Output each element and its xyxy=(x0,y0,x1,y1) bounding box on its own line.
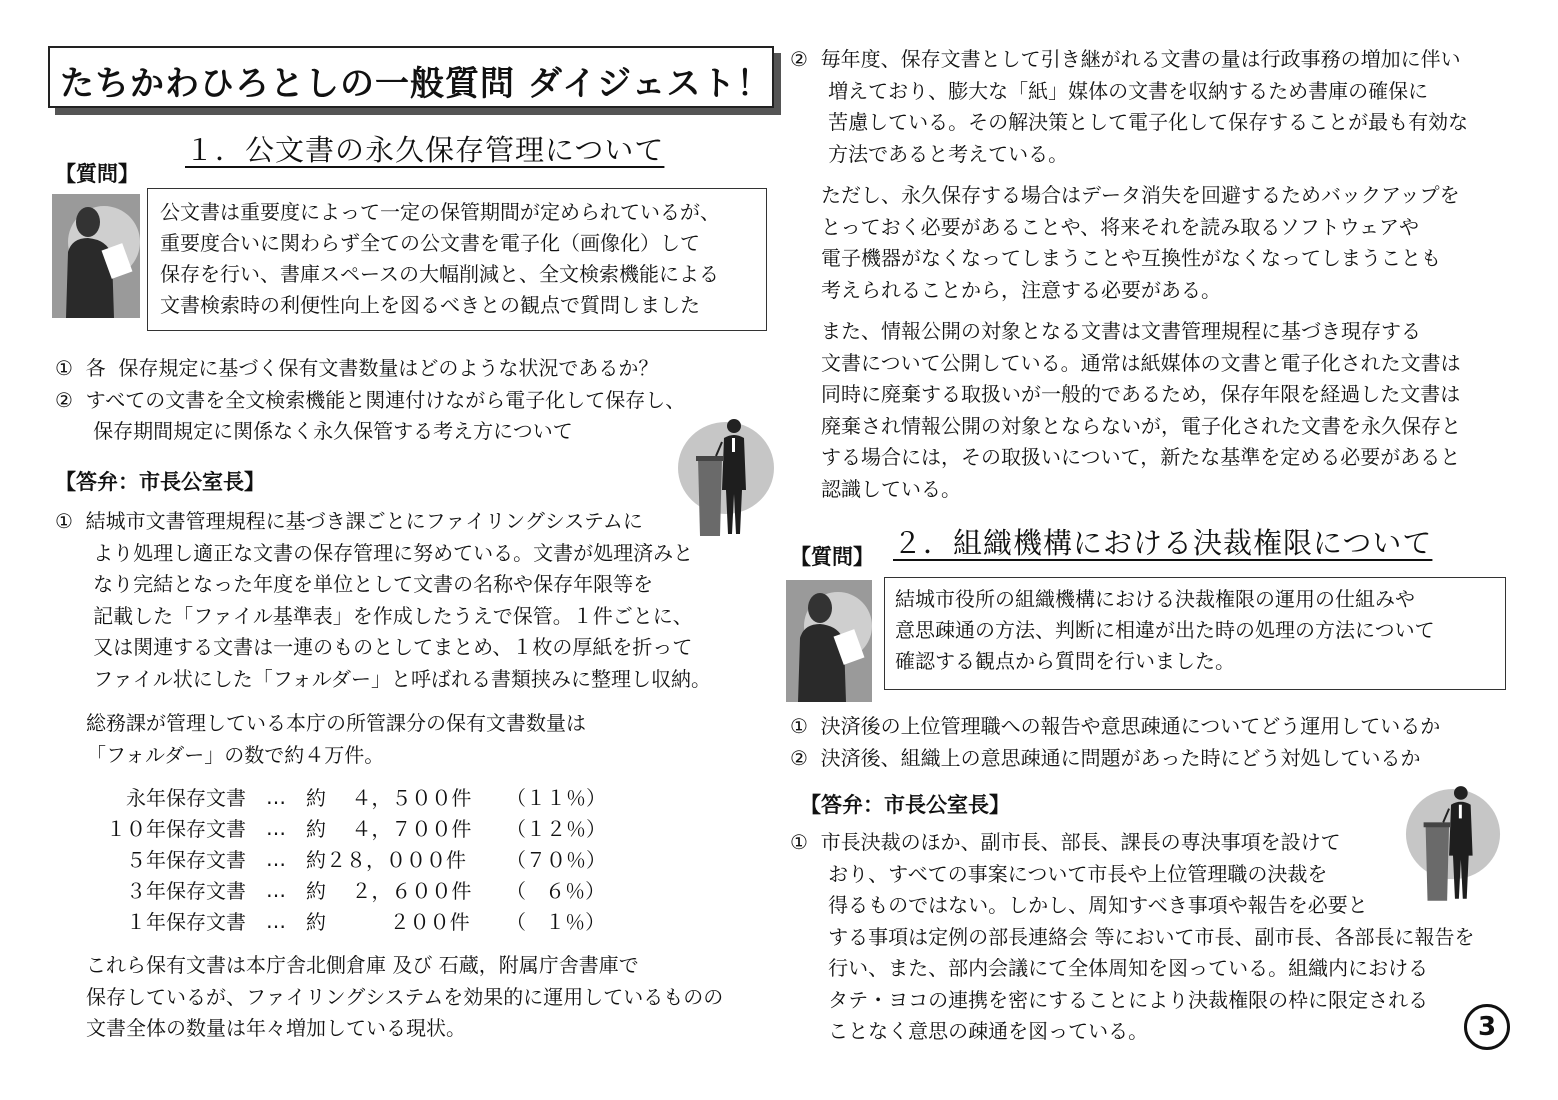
answer-line: 又は関連する文書は一連のものとしてまとめ、１枚の厚紙を折って xyxy=(55,635,693,659)
question-box-line: 文書検索時の利便性向上を図るべきとの観点で質問しました xyxy=(160,293,700,317)
table-cell-count: 約 ２，６００件 xyxy=(306,879,472,903)
table-row xyxy=(96,781,606,812)
answer-line: する場合には，その取扱いについて，新たな基準を定める必要があると xyxy=(821,445,1461,469)
table-cell-pct: （７０％） xyxy=(506,848,606,872)
section1-answer-after xyxy=(86,950,723,1045)
question-box-line: 結城市役所の組織機構における決裁権限の運用の仕組みや xyxy=(895,587,1415,611)
answer-line: 認識している。 xyxy=(821,476,961,501)
table-cell-sep: … xyxy=(266,815,286,840)
answer-line: 得るものではない。しかし、周知すべき事項や報告を必要と xyxy=(790,893,1368,917)
answer-line: 電子機器がなくなってしまうことや互換性がなくなってしまうことも xyxy=(821,246,1441,270)
answer-line: する事項は定例の部長連絡会 等において市長、副市長、各部長に報告を xyxy=(790,924,1475,949)
section1-answer2 xyxy=(790,44,1468,170)
answer-line: ことなく意思の疎通を図っている。 xyxy=(790,1019,1149,1043)
answer-line: これら保有文書は本庁舎北側倉庫 及び 石蔵，附属庁舎書庫で xyxy=(86,953,639,977)
table-cell-count: 約 ４，７００件 xyxy=(306,817,472,841)
answer-line: 記載した「ファイル基準表」を作成したうえで保管。１件ごとに、 xyxy=(55,603,693,628)
table-cell-pct: （ １％） xyxy=(506,910,606,934)
section2-question-items xyxy=(790,711,1440,774)
answer-line: 苦慮している。その解決策として電子化して保存することが最も有効な xyxy=(790,110,1469,134)
answer-line: おり、すべての事案について市長や上位管理職の決裁を xyxy=(790,861,1328,886)
answer-line: 方法であると考えている。 xyxy=(790,141,1069,166)
table-cell-type: 永年保存文書 xyxy=(126,786,246,810)
question-item: ② 決済後、組織上の意思疎通に問題があった時にどう対処しているか xyxy=(790,745,1421,770)
question-box-line: 確認する観点から質問を行いました。 xyxy=(895,649,1235,673)
answer-line: 保存しているが、ファイリングシステムを効果的に運用しているものの xyxy=(86,984,724,1009)
table-cell-sep: … xyxy=(266,877,286,902)
section1-question-items xyxy=(55,353,685,448)
table-cell-count: 約 ４，５００件 xyxy=(306,786,472,810)
section1-heading: １．公文書の永久保存管理について xyxy=(185,133,665,167)
answer-line: 同時に廃棄する取扱いが一般的であるため，保存年限を経過した文書は xyxy=(821,382,1461,406)
question-item: ① 決済後の上位管理職への報告や意思疎通についてどう運用しているか xyxy=(790,714,1441,738)
table-row xyxy=(96,874,606,905)
section2-answer-label: 【答弁：市長公室長】 xyxy=(800,793,1010,817)
page-title: たちかわひろとしの一般質問 ダイジェスト！ xyxy=(60,64,772,104)
table-cell-pct: （１１％） xyxy=(506,786,606,810)
section2-heading: ２．組織機構における決裁権限について xyxy=(893,526,1433,560)
section1-question-label: 【質問】 xyxy=(55,162,139,186)
page-number: 3 xyxy=(1464,1004,1510,1050)
answer-line: 総務課が管理している本庁の所管課分の保有文書数量は xyxy=(86,711,586,735)
section1-answer2-p2 xyxy=(821,180,1460,306)
answer-line: ① 結城市文書管理規程に基づき課ごとにファイリングシステムに xyxy=(55,509,643,533)
table-cell-type: ５年保存文書 xyxy=(126,848,246,872)
question-box-line: 保存を行い、書庫スペースの大幅削減と、全文検索機能による xyxy=(160,262,719,286)
answer-line: 行い、また、部内会議にて全体周知を図っている。組織内における xyxy=(790,956,1429,980)
table-cell-type: １年保存文書 xyxy=(126,910,246,934)
table-cell-pct: （１２％） xyxy=(506,817,606,841)
answer-line: 増えており、膨大な「紙」媒体の文書を収納するため書庫の確保に xyxy=(790,78,1429,103)
section1-answer-label: 【答弁：市長公室長】 xyxy=(55,470,265,494)
table-cell-sep: … xyxy=(266,784,286,809)
answer-line: より処理し適正な文書の保存管理に努めている。文書が処理済みと xyxy=(55,540,694,565)
section1-answer-total xyxy=(86,708,586,771)
answer-line: ファイル状にした「フォルダー」と呼ばれる書類挟みに整理し収納。 xyxy=(55,666,711,691)
table-row xyxy=(96,812,606,843)
answer-line: 「フォルダー」の数で約４万件。 xyxy=(86,742,385,767)
section2-question-box xyxy=(884,577,1506,690)
speaker-reading-icon xyxy=(52,194,140,318)
question-box-line: 重要度合いに関わらず全ての公文書を電子化（画像化）して xyxy=(160,231,700,255)
question-item: ① 各 保存規定に基づく保有文書数量はどのような状況であるか？ xyxy=(55,356,659,380)
table-cell-pct: （ ６％） xyxy=(506,879,606,903)
question-item: 保存期間規定に関係なく永久保管する考え方について xyxy=(55,419,573,443)
answer-line: 文書について公開している。通常は紙媒体の文書と電子化された文書は xyxy=(821,350,1461,375)
answer-line: ② 毎年度、保存文書として引き継がれる文書の量は行政事務の増加に伴い xyxy=(790,47,1461,71)
answer-line: 考えられることから，注意する必要がある。 xyxy=(821,277,1221,302)
answer-line: なり完結となった年度を単位として文書の名称や保存年限等を xyxy=(55,572,654,596)
title-box xyxy=(48,46,774,108)
question-box-line: 意思疎通の方法、判断に相違が出た時の処理の方法について xyxy=(895,618,1435,642)
answer-line: ただし、永久保存する場合はデータ消失を回避するためバックアップを xyxy=(821,183,1460,207)
answer-line: 文書全体の数量は年々増加している現状。 xyxy=(86,1016,466,1040)
table-cell-type: ３年保存文書 xyxy=(126,879,246,903)
speaker-reading-icon xyxy=(786,580,872,702)
section1-answer2-p3 xyxy=(821,316,1461,505)
answer-line: タテ・ヨコの連携を密にすることにより決裁権限の枠に限定される xyxy=(790,987,1429,1012)
question-item: ② すべての文書を全文検索機能と関連付けながら電子化して保存し、 xyxy=(55,387,686,412)
answer-line: また、情報公開の対象となる文書は文書管理規程に基づき現存する xyxy=(821,319,1421,343)
table-cell-count: 約 ２００件 xyxy=(306,910,470,934)
table-cell-sep: … xyxy=(266,846,286,871)
section1-answer1 xyxy=(55,506,711,695)
section1-question-box xyxy=(147,188,767,331)
question-box-line: 公文書は重要度によって一定の保管期間が定められているが、 xyxy=(160,200,720,224)
section2-question-label: 【質問】 xyxy=(790,545,874,569)
table-cell-type: １０年保存文書 xyxy=(106,817,246,841)
answer-line: ① 市長決裁のほか、副市長、部長、課長の専決事項を設けて xyxy=(790,830,1341,854)
table-row xyxy=(96,905,606,936)
document-count-table xyxy=(96,781,606,936)
answer-line: 廃棄され情報公開の対象とならないが，電子化された文書を永久保存と xyxy=(821,413,1461,438)
section2-answer xyxy=(790,827,1475,1048)
answer-line: とっておく必要があることや、将来それを読み取るソフトウェアや xyxy=(821,214,1419,239)
table-cell-count: 約２８，０００件 xyxy=(306,848,466,872)
table-row xyxy=(96,843,606,874)
table-cell-sep: … xyxy=(266,908,286,933)
